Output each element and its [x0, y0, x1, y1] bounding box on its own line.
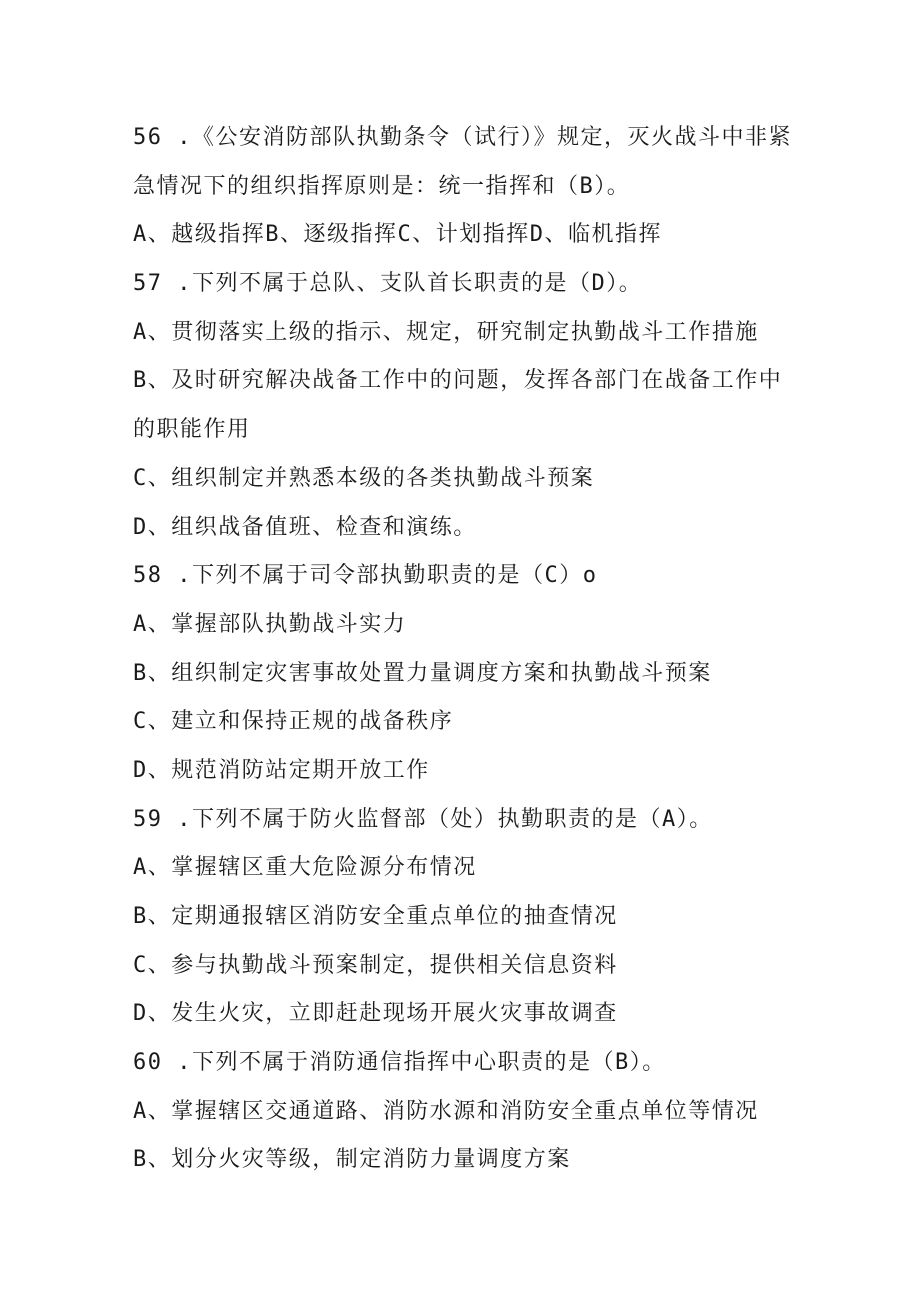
- question-58: 58 .下列不属于司令部执勤职责的是（C）o: [133, 563, 598, 589]
- document-body: [133, 114, 893, 1185]
- question-56-options: A、越级指挥B、逐级指挥C、计划指挥D、临机指挥: [133, 222, 662, 248]
- question-59-option-a: A、掌握辖区重大危险源分布情况: [133, 855, 477, 881]
- question-57-option-b-line-1: B、及时研究解决战备工作中的问题，发挥各部门在战备工作中: [133, 368, 783, 394]
- question-59: 59 .下列不属于防火监督部（处）执勤职责的是（A）。: [133, 806, 713, 832]
- question-58-option-b: B、组织制定灾害事故处置力量调度方案和执勤战斗预案: [133, 660, 712, 686]
- question-56-line-2: 急情况下的组织指挥原则是：统一指挥和（B）。: [133, 173, 631, 199]
- question-58-option-c: C、建立和保持正规的战备秩序: [133, 709, 454, 735]
- question-57-option-c: C、组织制定并熟悉本级的各类执勤战斗预案: [133, 465, 595, 491]
- question-60-option-b: B、划分火灾等级，制定消防力量调度方案: [133, 1147, 571, 1173]
- question-59-option-d: D、发生火灾，立即赶赴现场开展火灾事故调查: [133, 1001, 618, 1027]
- question-59-option-b: B、定期通报辖区消防安全重点单位的抽查情况: [133, 904, 618, 929]
- question-59-option-c: C、参与执勤战斗预案制定，提供相关信息资料: [133, 952, 618, 978]
- question-60: 60 .下列不属于消防通信指挥中心职责的是（B）。: [133, 1050, 666, 1076]
- question-57-option-a: A、贯彻落实上级的指示、规定，研究制定执勤战斗工作措施: [133, 319, 759, 345]
- question-57-option-b-line-2: 的职能作用: [133, 417, 251, 443]
- question-60-option-a: A、掌握辖区交通道路、消防水源和消防安全重点单位等情况: [133, 1098, 759, 1124]
- question-57-option-d: D、组织战备值班、检查和演练。: [133, 514, 477, 540]
- question-58-option-d: D、规范消防站定期开放工作: [133, 757, 430, 783]
- question-58-option-a: A、掌握部队执勤战斗实力: [133, 611, 407, 637]
- question-57: 57 .下列不属于总队、支队首长职责的是（D）。: [133, 271, 643, 297]
- question-56-line-1: 56 .《公安消防部队执勤条令（试行）》规定，灭火战斗中非紧: [133, 125, 792, 150]
